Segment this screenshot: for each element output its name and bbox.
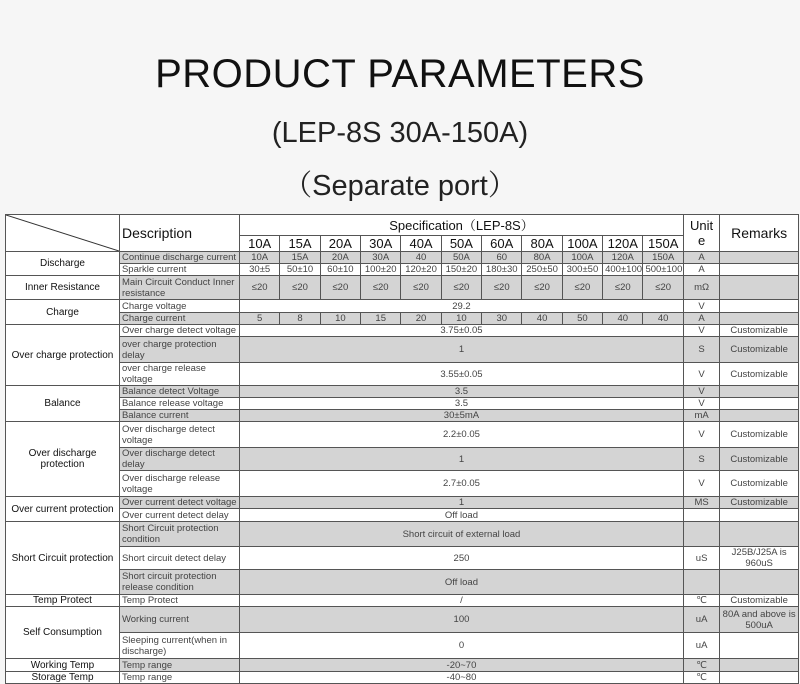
section-label: Balance [6, 386, 120, 422]
spec-value-cell: 20A [320, 252, 360, 264]
spec-value-cell: 2.2±0.05 [240, 422, 684, 448]
section-label: Charge [6, 300, 120, 325]
section-label: Self Consumption [6, 607, 120, 659]
spec-value-cell: 0 [240, 633, 684, 659]
parameter-description: Temp range [119, 659, 239, 672]
section-label: Discharge [6, 252, 120, 276]
spec-value-cell: 250 [240, 547, 684, 570]
model-subtitle: (LEP-8S 30A-150A) [271, 117, 529, 149]
remark-cell [720, 264, 799, 276]
table-row [6, 313, 799, 325]
spec-value-cell: 8 [280, 313, 320, 325]
spec-value-cell: 40 [643, 313, 684, 325]
table-row [6, 471, 799, 497]
spec-value-cell: 1 [240, 448, 684, 471]
table-row [6, 570, 799, 595]
unit-cell [683, 509, 719, 522]
spec-value-cell: 3.5 [240, 386, 684, 398]
description-header: Description [119, 215, 239, 252]
spec-value-cell: 40 [522, 313, 562, 325]
section-label: Temp Protect [6, 595, 120, 607]
remark-cell: J25B/J25A is 960uS [720, 547, 799, 570]
parameter-description: Charge current [119, 313, 239, 325]
unit-cell: V [683, 300, 719, 313]
unit-cell: V [683, 471, 719, 497]
table-row [6, 325, 799, 337]
table-row [6, 264, 799, 276]
section-label: Over charge protection [6, 325, 120, 386]
spec-value-cell: 20 [401, 313, 441, 325]
spec-value-cell: 15A [280, 252, 320, 264]
parameter-description: Temp range [119, 672, 239, 684]
spec-value-cell: 50 [562, 313, 602, 325]
spec-value-cell: 40 [401, 252, 441, 264]
remark-cell [720, 672, 799, 684]
spec-value-cell: / [240, 595, 684, 607]
spec-value-cell: ≤20 [482, 276, 522, 300]
port-subtitle: （Separate port） [283, 170, 517, 202]
parameter-description: Balance release voltage [119, 398, 239, 410]
table-row [6, 497, 799, 509]
unit-cell: MS [683, 497, 719, 509]
spec-value-cell: 30±5 [240, 264, 280, 276]
spec-value-cell: 150±20 [441, 264, 481, 276]
unit-cell: A [683, 313, 719, 325]
spec-value-cell: 30±5mA [240, 410, 684, 422]
table-row [6, 276, 799, 300]
table-row [6, 448, 799, 471]
spec-value-cell: Short circuit of external load [240, 522, 684, 547]
unit-header: Unit e [683, 215, 719, 252]
spec-value-cell: 30 [482, 313, 522, 325]
parameter-description: Balance current [119, 410, 239, 422]
table-row [6, 509, 799, 522]
parameter-description: Balance detect Voltage [119, 386, 239, 398]
spec-value-cell: 3.55±0.05 [240, 363, 684, 386]
spec-value-cell: ≤20 [240, 276, 280, 300]
unit-cell: A [683, 264, 719, 276]
remark-cell: Customizable [720, 595, 799, 607]
capacity-header-cell: 120A [603, 236, 643, 252]
spec-value-cell: -40~80 [240, 672, 684, 684]
unit-cell: V [683, 325, 719, 337]
unit-cell: V [683, 398, 719, 410]
parameter-description: Over current detect delay [119, 509, 239, 522]
parameter-description: over charge protection delay [119, 337, 239, 363]
remark-cell [720, 313, 799, 325]
spec-value-cell: 29.2 [240, 300, 684, 313]
section-label: Over current protection [6, 497, 120, 522]
table-row [6, 363, 799, 386]
spec-value-cell: 2.7±0.05 [240, 471, 684, 497]
remark-cell: Customizable [720, 471, 799, 497]
spec-value-cell: 10 [320, 313, 360, 325]
parameter-description: over charge release voltage [119, 363, 239, 386]
remark-cell [720, 252, 799, 264]
remark-cell: Customizable [720, 497, 799, 509]
spec-value-cell: 80A [522, 252, 562, 264]
diagonal-line-icon [6, 215, 119, 251]
section-label: Over discharge protection [6, 422, 120, 497]
spec-value-cell: 15 [361, 313, 401, 325]
parameter-description: Short Circuit protection condition [119, 522, 239, 547]
remark-cell [720, 276, 799, 300]
unit-cell: ℃ [683, 672, 719, 684]
unit-cell [683, 570, 719, 595]
section-label: Storage Temp [6, 672, 120, 684]
capacity-header-cell: 50A [441, 236, 481, 252]
spec-value-cell: ≤20 [643, 276, 684, 300]
parameter-description: Short circuit detect delay [119, 547, 239, 570]
unit-cell: uA [683, 607, 719, 633]
spec-value-cell: ≤20 [280, 276, 320, 300]
section-label: Working Temp [6, 659, 120, 672]
spec-value-cell: 10 [441, 313, 481, 325]
spec-value-cell: -20~70 [240, 659, 684, 672]
table-row [6, 422, 799, 448]
remark-cell [720, 570, 799, 595]
remark-cell: Customizable [720, 422, 799, 448]
unit-cell: uA [683, 633, 719, 659]
parameter-description: Continue discharge current [119, 252, 239, 264]
parameter-description: Over charge detect voltage [119, 325, 239, 337]
unit-cell: mA [683, 410, 719, 422]
spec-value-cell: 100 [240, 607, 684, 633]
capacity-header-cell: 10A [240, 236, 280, 252]
spec-value-cell: 3.75±0.05 [240, 325, 684, 337]
spec-value-cell: 180±30 [482, 264, 522, 276]
unit-cell: S [683, 337, 719, 363]
remark-cell [720, 659, 799, 672]
table-row [6, 672, 799, 684]
table-row [6, 595, 799, 607]
capacity-header-cell: 150A [643, 236, 684, 252]
specification-header: Specification（LEP-8S） [240, 215, 684, 236]
spec-value-cell: ≤20 [603, 276, 643, 300]
unit-cell: ℃ [683, 659, 719, 672]
capacity-header-cell: 60A [482, 236, 522, 252]
parameter-description: Working current [119, 607, 239, 633]
unit-cell: V [683, 386, 719, 398]
table-row [6, 337, 799, 363]
parameter-description: Temp Protect [119, 595, 239, 607]
spec-value-cell: 1 [240, 497, 684, 509]
spec-value-cell: 5 [240, 313, 280, 325]
table-row [6, 252, 799, 264]
remark-cell [720, 509, 799, 522]
table-row [6, 522, 799, 547]
capacity-header-cell: 30A [361, 236, 401, 252]
remarks-header: Remarks [720, 215, 799, 252]
spec-value-cell: 120±20 [401, 264, 441, 276]
remark-cell [720, 522, 799, 547]
spec-value-cell: 500±100 [643, 264, 684, 276]
parameters-table [5, 214, 799, 684]
header-corner-cell [6, 215, 120, 252]
capacity-header-cell: 80A [522, 236, 562, 252]
capacity-header-cell: 20A [320, 236, 360, 252]
remark-cell [720, 300, 799, 313]
parameter-description: Over current detect voltage [119, 497, 239, 509]
spec-value-cell: 400±100 [603, 264, 643, 276]
spec-value-cell: ≤20 [562, 276, 602, 300]
parameter-description: Main Circuit Conduct Inner resistance [119, 276, 239, 300]
parameter-description: Over discharge detect voltage [119, 422, 239, 448]
spec-value-cell: 30A [361, 252, 401, 264]
section-label: Inner Resistance [6, 276, 120, 300]
spec-value-cell: 60 [482, 252, 522, 264]
spec-value-cell: ≤20 [401, 276, 441, 300]
spec-value-cell: 300±50 [562, 264, 602, 276]
table-row [6, 659, 799, 672]
remark-cell: Customizable [720, 325, 799, 337]
table-row [6, 607, 799, 633]
unit-cell: V [683, 422, 719, 448]
spec-value-cell: 10A [240, 252, 280, 264]
table-row [6, 386, 799, 398]
unit-cell: S [683, 448, 719, 471]
spec-value-cell: 100A [562, 252, 602, 264]
unit-cell: mΩ [683, 276, 719, 300]
parameter-description: Sparkle current [119, 264, 239, 276]
table-row [6, 547, 799, 570]
table-row [6, 410, 799, 422]
remark-cell: Customizable [720, 337, 799, 363]
parameter-description: Short circuit protection release condition [119, 570, 239, 595]
spec-value-cell: 50±10 [280, 264, 320, 276]
table-row [6, 633, 799, 659]
unit-cell: V [683, 363, 719, 386]
spec-value-cell: 250±50 [522, 264, 562, 276]
spec-value-cell: ≤20 [320, 276, 360, 300]
spec-value-cell: Off load [240, 509, 684, 522]
remark-cell [720, 386, 799, 398]
spec-value-cell: ≤20 [441, 276, 481, 300]
spec-value-cell: 50A [441, 252, 481, 264]
parameter-description: Over discharge release voltage [119, 471, 239, 497]
capacity-header-cell: 100A [562, 236, 602, 252]
spec-value-cell: 60±10 [320, 264, 360, 276]
spec-value-cell: 150A [643, 252, 684, 264]
section-label: Short Circuit protection [6, 522, 120, 595]
parameter-description: Charge voltage [119, 300, 239, 313]
spec-value-cell: ≤20 [522, 276, 562, 300]
page-title: PRODUCT PARAMETERS [155, 52, 645, 96]
spec-value-cell: 100±20 [361, 264, 401, 276]
spec-value-cell: 40 [603, 313, 643, 325]
remark-cell [720, 633, 799, 659]
table-row [6, 398, 799, 410]
spec-value-cell: 3.5 [240, 398, 684, 410]
unit-cell [683, 522, 719, 547]
remark-cell [720, 398, 799, 410]
spec-value-cell: ≤20 [361, 276, 401, 300]
spec-value-cell: 1 [240, 337, 684, 363]
unit-cell: uS [683, 547, 719, 570]
capacity-header-cell: 40A [401, 236, 441, 252]
parameter-description: Over discharge detect delay [119, 448, 239, 471]
remark-cell: 80A and above is 500uA [720, 607, 799, 633]
capacity-header-cell: 15A [280, 236, 320, 252]
unit-cell: A [683, 252, 719, 264]
parameter-description: Sleeping current(when in discharge) [119, 633, 239, 659]
table-row [6, 300, 799, 313]
spec-value-cell: 120A [603, 252, 643, 264]
remark-cell: Customizable [720, 363, 799, 386]
spec-value-cell: Off load [240, 570, 684, 595]
remark-cell [720, 410, 799, 422]
remark-cell: Customizable [720, 448, 799, 471]
unit-cell: ℃ [683, 595, 719, 607]
